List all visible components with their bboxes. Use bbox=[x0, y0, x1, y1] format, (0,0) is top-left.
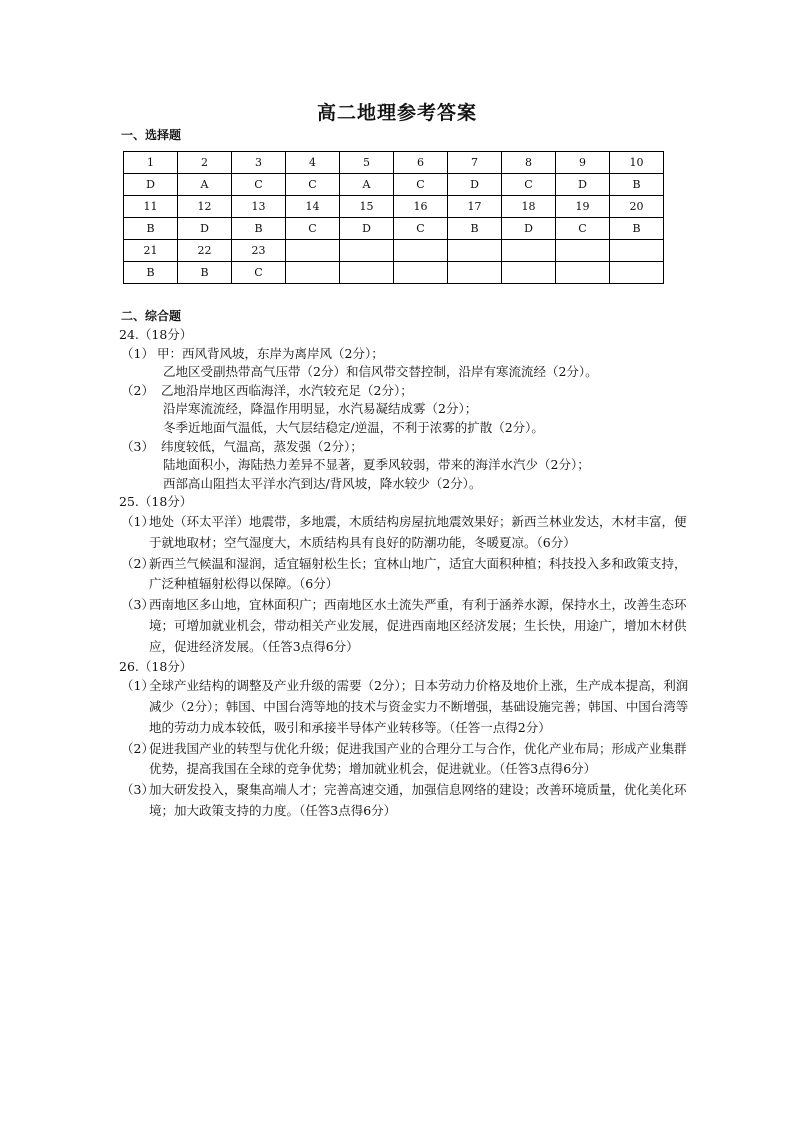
question-number-cell bbox=[286, 240, 340, 262]
question-number-cell: 15 bbox=[340, 196, 394, 218]
answer-cell: B bbox=[178, 262, 232, 284]
q26-part-1 bbox=[119, 676, 689, 738]
answer-cell: D bbox=[502, 218, 556, 240]
answer-row bbox=[124, 218, 664, 240]
answer-cell: C bbox=[286, 218, 340, 240]
q25-part-num: （1） bbox=[121, 513, 154, 529]
question-number-cell: 14 bbox=[286, 196, 340, 218]
q25-answer-text: 地处（环太平洋）地震带，多地震，木质结构房屋抗地震效果好；新西兰林业发达，木材丰富，便于就地取材；空气湿度大，木质结构具有良好的防潮功能，冬暖夏凉。（6分） bbox=[149, 513, 687, 550]
q24-answer-line: 乙地区受副热带高气压带（2分）和信风带交替控制，沿岸有寒流流经（2分）。 bbox=[163, 364, 598, 380]
q24-part-2 bbox=[119, 382, 689, 438]
question-number-cell: 11 bbox=[124, 196, 178, 218]
answer-cell bbox=[556, 262, 610, 284]
answer-cell: C bbox=[286, 174, 340, 196]
q24-answer-line: 纬度较低，气温高，蒸发强（2分）； bbox=[161, 438, 363, 454]
question-number-cell: 8 bbox=[502, 152, 556, 174]
q26-part-3 bbox=[119, 780, 689, 822]
q24-answer-line: 西部高山阻挡太平洋水汽到达/背风坡，降水较少（2分）。 bbox=[163, 475, 482, 491]
question-26 bbox=[119, 658, 689, 822]
question-number-cell bbox=[610, 240, 664, 262]
q25-answer-text: 新西兰气候温和湿润，适宜辐射松生长；宜林山地广，适宜大面积种植；科技投入多和政策支持，广泛种植辐射松得以保障。（6分） bbox=[149, 555, 687, 592]
question-number-cell: 6 bbox=[394, 152, 448, 174]
answer-cell: A bbox=[178, 174, 232, 196]
answer-cell bbox=[448, 262, 502, 284]
question-number-cell: 17 bbox=[448, 196, 502, 218]
answer-cell: D bbox=[178, 218, 232, 240]
question-number-cell: 7 bbox=[448, 152, 502, 174]
section1-heading: 一、选择题 bbox=[121, 128, 182, 142]
q24-answer-line: 乙地沿岸地区西临海洋，水汽较充足（2分）； bbox=[161, 382, 413, 398]
q24-part-1 bbox=[119, 345, 689, 382]
q26-answer-text: 加大研发投入，聚集高端人才；完善高速交通，加强信息网络的建设；改善环境质量，优化美化环境；加大政策支持的力度。（任答3点得6分） bbox=[149, 782, 687, 818]
question-number-row bbox=[124, 152, 664, 174]
answer-table bbox=[123, 151, 664, 284]
comprehensive-answers bbox=[119, 326, 689, 822]
question-number-cell: 2 bbox=[178, 152, 232, 174]
answer-cell: C bbox=[502, 174, 556, 196]
question-number-cell: 16 bbox=[394, 196, 448, 218]
q24-part-num: （1） bbox=[121, 345, 154, 361]
question-25 bbox=[119, 493, 689, 657]
question-number-cell: 20 bbox=[610, 196, 664, 218]
answer-cell bbox=[340, 262, 394, 284]
answer-cell: D bbox=[556, 174, 610, 196]
question-number-cell: 13 bbox=[232, 196, 286, 218]
question-26-head: 26.（18分） bbox=[119, 658, 193, 674]
question-number-cell: 9 bbox=[556, 152, 610, 174]
q25-part-num: （2） bbox=[121, 555, 154, 571]
q26-answer-text: 促进我国产业的转型与优化升级；促进我国产业的合理分工与合作，优化产业布局；形成产业集群优势，提高我国在全球的竞争优势；增加就业机会，促进就业。（任答3点得6分） bbox=[149, 740, 687, 777]
question-number-cell: 23 bbox=[232, 240, 286, 262]
question-number-cell: 10 bbox=[610, 152, 664, 174]
answer-cell: B bbox=[124, 218, 178, 240]
question-number-row bbox=[124, 196, 664, 218]
answer-row bbox=[124, 262, 664, 284]
answer-cell bbox=[394, 262, 448, 284]
question-24-head: 24.（18分） bbox=[119, 327, 193, 342]
question-number-cell: 21 bbox=[124, 240, 178, 262]
question-number-cell: 12 bbox=[178, 196, 232, 218]
answer-cell: B bbox=[610, 174, 664, 196]
answer-cell: D bbox=[340, 218, 394, 240]
q26-part-num: （1） bbox=[121, 678, 154, 694]
answer-cell: B bbox=[448, 218, 502, 240]
question-number-cell: 3 bbox=[232, 152, 286, 174]
question-number-cell bbox=[340, 240, 394, 262]
section2-heading: 二、综合题 bbox=[121, 309, 182, 323]
answer-cell: C bbox=[232, 262, 286, 284]
q24-part-num: （3） bbox=[121, 438, 154, 454]
question-number-cell bbox=[448, 240, 502, 262]
q24-answer-line: 甲：西风背风坡，东岸为离岸风（2分）； bbox=[157, 345, 384, 361]
q26-part-2 bbox=[119, 739, 689, 781]
question-24 bbox=[119, 326, 689, 493]
answer-cell: A bbox=[340, 174, 394, 196]
answer-cell: B bbox=[232, 218, 286, 240]
q26-part-num: （2） bbox=[121, 740, 154, 756]
q24-answer-line: 冬季近地面气温低，大气层结稳定/逆温，不利于浓雾的扩散（2分）。 bbox=[163, 419, 544, 435]
question-number-cell bbox=[394, 240, 448, 262]
answer-cell bbox=[286, 262, 340, 284]
question-number-cell bbox=[556, 240, 610, 262]
answer-cell: C bbox=[394, 218, 448, 240]
answer-cell: C bbox=[556, 218, 610, 240]
question-number-row bbox=[124, 240, 664, 262]
answer-cell bbox=[610, 262, 664, 284]
question-25-head: 25.（18分） bbox=[119, 494, 193, 510]
answer-cell: B bbox=[124, 262, 178, 284]
q25-part-2 bbox=[119, 554, 689, 596]
q25-part-1 bbox=[119, 512, 689, 554]
answer-cell: D bbox=[448, 174, 502, 196]
answer-cell: B bbox=[610, 218, 664, 240]
question-number-cell: 19 bbox=[556, 196, 610, 218]
question-number-cell: 18 bbox=[502, 196, 556, 218]
q24-answer-line: 沿岸寒流流经，降温作用明显，水汽易凝结成雾（2分）； bbox=[163, 401, 478, 417]
q25-part-num: （3） bbox=[121, 597, 154, 613]
q26-part-num: （3） bbox=[121, 782, 154, 798]
q24-part-num: （2） bbox=[121, 382, 154, 398]
page-title: 高二地理参考答案 bbox=[316, 102, 477, 124]
question-number-cell: 5 bbox=[340, 152, 394, 174]
answer-row bbox=[124, 174, 664, 196]
q24-part-3 bbox=[119, 438, 689, 494]
question-number-cell: 1 bbox=[124, 152, 178, 174]
q25-answer-text: 西南地区多山地，宜林面积广；西南地区水土流失严重，有利于涵养水源，保持水土，改善生态环境；可增加就业机会，带动相关产业发展，促进西南地区经济发展；生长快，用途广，增加木材供应，促进经济发展。（任答3点得6分） bbox=[149, 597, 687, 654]
q26-answer-text: 全球产业结构的调整及产业升级的需要（2分）；日本劳动力价格及地价上涨，生产成本提高，利润减少（2分）；韩国、中国台湾等地的技术与资金实力不断增强，基础设施完善；韩国、中国台湾等地的劳动力成本较低，吸引和承接半导体产业转移等。（任答一点得2分） bbox=[149, 678, 689, 735]
question-number-cell: 22 bbox=[178, 240, 232, 262]
answer-cell bbox=[502, 262, 556, 284]
q25-part-3 bbox=[119, 595, 689, 657]
question-number-cell bbox=[502, 240, 556, 262]
answer-cell: C bbox=[394, 174, 448, 196]
answer-cell: D bbox=[124, 174, 178, 196]
answer-cell: C bbox=[232, 174, 286, 196]
question-number-cell: 4 bbox=[286, 152, 340, 174]
q24-answer-line: 陆地面积小，海陆热力差异不显著，夏季风较弱，带来的海洋水汽少（2分）； bbox=[163, 457, 590, 473]
